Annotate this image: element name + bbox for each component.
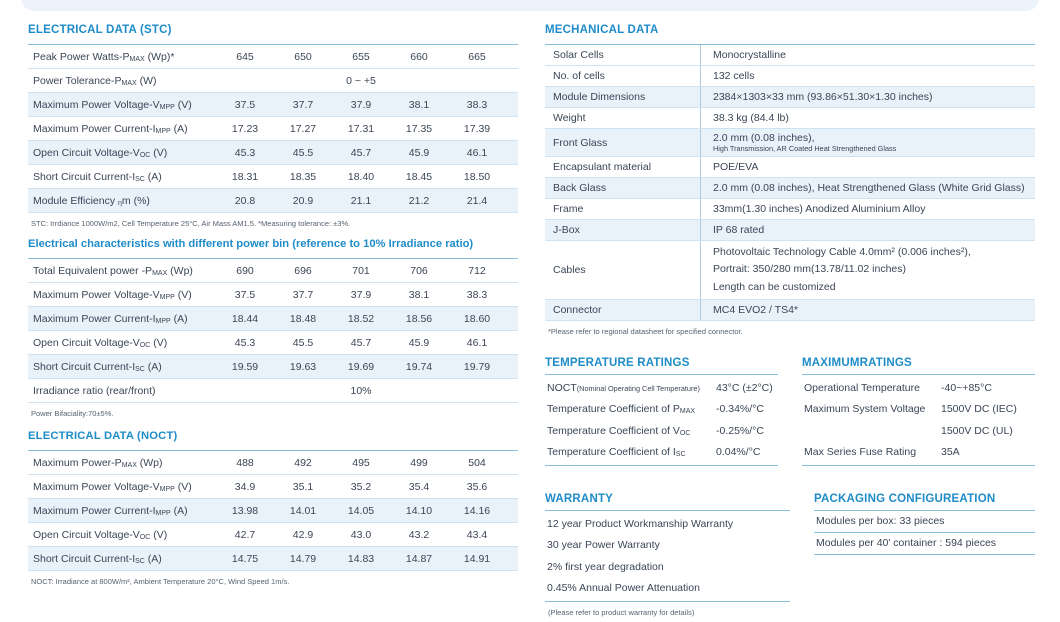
row-value: 17.39 [463, 122, 491, 135]
row-value: 14.16 [463, 504, 491, 517]
row-value: 499 [410, 456, 428, 469]
row-value: 19.74 [405, 360, 433, 373]
bottom-row [545, 493, 1035, 617]
rating-value: 1500V DC (IEC) [941, 403, 1017, 416]
row-value: 34.9 [234, 480, 256, 493]
rating-row [802, 441, 1035, 463]
row-value: 665 [468, 50, 486, 63]
row-value: 18.40 [347, 170, 375, 183]
table-row [545, 87, 1035, 108]
row-label: Open Circuit Voltage-$V_{OC}$ (V) [33, 528, 168, 541]
row-value: 14.91 [463, 552, 491, 565]
row-label: Maximum Power Current-$I_{MPP}$ (A) [33, 312, 188, 325]
row-label: Maximum Power Voltage-$V_{MPP}$ (V) [33, 480, 192, 493]
row-value: 45.5 [292, 336, 314, 349]
row-value: 495 [352, 456, 370, 469]
bifaciality-footnote: Power Bifaciality:70±5%. [31, 409, 114, 418]
row-value: 38.3 kg (84.4 lb) [700, 108, 1035, 128]
row-label: Irradiance ratio (rear/front) [33, 384, 156, 397]
row-value: Monocrystalline [700, 45, 1035, 65]
table-row [28, 141, 518, 165]
row-label: Front Glass [553, 136, 608, 149]
rating-value: 43°C (±2°C) [716, 381, 773, 394]
row-value: 17.35 [405, 122, 433, 135]
row-value: 14.10 [405, 504, 433, 517]
top-banner [21, 0, 1039, 11]
row-label: Total Equivalent power $-P_{MAX}$ (Wp) [33, 264, 193, 277]
row-value: 38.3 [466, 288, 488, 301]
rating-row [802, 377, 1035, 399]
row-value: 17.23 [231, 122, 259, 135]
row-value: IP 68 rated [700, 220, 1035, 240]
row-value: 37.5 [234, 98, 256, 111]
row-value: 42.9 [292, 528, 314, 541]
row-value: 35.2 [350, 480, 372, 493]
row-value: 18.31 [231, 170, 259, 183]
rating-value: 0.04%/°C [716, 446, 761, 459]
row-value: 37.9 [350, 98, 372, 111]
table-row [545, 178, 1035, 199]
row-value: 35.1 [292, 480, 314, 493]
row-value: 492 [294, 456, 312, 469]
row-label: No. of cells [553, 70, 605, 82]
table-row [28, 451, 518, 475]
row-value: 21.1 [350, 194, 372, 207]
rating-label: Temperature Coefficient of $V_{OC}$ [547, 424, 691, 437]
table-row [28, 523, 518, 547]
row-value: 13.98 [231, 504, 259, 517]
row-value: 33mm(1.30 inches) Anodized Aluminium Alloy [700, 199, 1035, 219]
row-value: 18.60 [463, 312, 491, 325]
row-label: Peak Power Watts-$P_{MAX}$ (Wp)* [33, 50, 175, 63]
temperature-ratings-table [545, 374, 778, 466]
row-value: 43.0 [350, 528, 372, 541]
row-label: J-Box [553, 224, 580, 236]
datasheet-page [28, 24, 1035, 617]
row-value: POE/EVA [700, 157, 1035, 177]
row-value: 18.56 [405, 312, 433, 325]
table-row [28, 165, 518, 189]
row-value: 45.9 [408, 336, 430, 349]
packaging-item: Modules per box: 33 pieces [814, 511, 1035, 533]
row-value: 132 cells [700, 66, 1035, 86]
row-value: 43.4 [466, 528, 488, 541]
row-value: 18.35 [289, 170, 317, 183]
value-line: Length can be customized [713, 280, 836, 293]
table-row [28, 355, 518, 379]
table-row [545, 45, 1035, 66]
section-title-electrical-stc: ELECTRICAL DATA (STC) [28, 24, 172, 36]
row-value: 20.8 [234, 194, 256, 207]
row-label: Encapsulant material [553, 161, 652, 173]
row-label: Solar Cells [553, 49, 604, 61]
row-label: Open Circuit Voltage-$V_{OC}$ (V) [33, 146, 168, 159]
table-row [28, 331, 518, 355]
table-row [545, 129, 1035, 157]
row-value: 14.79 [289, 552, 317, 565]
rating-value: 35A [941, 446, 960, 459]
row-center-value: 0 ~ +5 [346, 74, 376, 87]
section-title-temperature: TEMPERATURE RATINGS [545, 356, 690, 369]
table-row [545, 220, 1035, 241]
section-title-warranty: WARRANTY [545, 492, 614, 505]
row-value: 706 [410, 264, 428, 277]
row-label: Weight [553, 112, 586, 124]
row-value: 14.01 [289, 504, 317, 517]
row-value: 45.7 [350, 146, 372, 159]
ratings-row [545, 357, 1035, 466]
row-label: Short Circuit Current-$I_{SC}$ (A) [33, 170, 162, 183]
row-value: 19.63 [289, 360, 317, 373]
connector-footnote: *Please refer to regional datasheet for specified connector. [548, 326, 743, 336]
row-value: 2.0 mm (0.08 inches), Heat Strengthened Glass (White Grid Glass) [700, 178, 1035, 198]
row-value: 18.44 [231, 312, 259, 325]
row-value: 488 [236, 456, 254, 469]
row-value: 19.79 [463, 360, 491, 373]
table-row [28, 547, 518, 571]
packaging-section [814, 493, 1035, 617]
row-value: 696 [294, 264, 312, 277]
row-value: 37.9 [350, 288, 372, 301]
table-row [28, 117, 518, 141]
warranty-item: 30 year Power Warranty [547, 539, 660, 552]
table-row [28, 259, 518, 283]
packaging-item: Modules per 40' container : 594 pieces [814, 533, 1035, 555]
row-value: 2384×1303×33 mm (93.86×51.30×1.30 inches) [700, 87, 1035, 107]
row-label: Back Glass [553, 182, 607, 194]
mechanical-data-table [545, 44, 1035, 321]
row-label: Maximum Power Current-$I_{MPP}$ (A) [33, 122, 188, 135]
row-value: 45.3 [234, 146, 256, 159]
table-row [545, 108, 1035, 129]
rating-label: Maximum System Voltage [804, 403, 926, 416]
row-value: 712 [468, 264, 486, 277]
table-row [28, 475, 518, 499]
table-row [545, 199, 1035, 220]
rating-row [802, 420, 1035, 442]
warranty-footnote: (Please refer to product warranty for details) [548, 607, 695, 617]
row-value: 14.83 [347, 552, 375, 565]
rating-value: -0.34%/°C [716, 403, 764, 416]
row-label: Maximum Power Voltage-$V_{MPP}$ (V) [33, 98, 192, 111]
row-label: Maximum Power Voltage-$V_{MPP}$ (V) [33, 288, 192, 301]
rating-row [545, 377, 778, 399]
row-value: 45.7 [350, 336, 372, 349]
row-value: 45.9 [408, 146, 430, 159]
row-label: Short Circuit Current-$I_{SC}$ (A) [33, 360, 162, 373]
rating-value: -0.25%/°C [716, 424, 764, 437]
electrical-stc-table [28, 44, 518, 213]
value-line: Portrait: 350/280 mm(13.78/11.02 inches) [713, 263, 906, 276]
row-value: 21.4 [466, 194, 488, 207]
rating-label: Operational Temperature [804, 381, 920, 394]
table-row [28, 499, 518, 523]
table-row [545, 157, 1035, 178]
row-value: 645 [236, 50, 254, 63]
row-value: 21.2 [408, 194, 430, 207]
row-value: 42.7 [234, 528, 256, 541]
row-value: 37.5 [234, 288, 256, 301]
row-value: 18.48 [289, 312, 317, 325]
row-value: 18.52 [347, 312, 375, 325]
section-title-mechanical: MECHANICAL DATA [545, 24, 659, 36]
temperature-ratings-section [545, 357, 778, 466]
stc-footnote: STC: Irrdiance 1000W/m2, Cell Temperature 25°C, Air Mass AM1.5. *Measuring tolerance: ±3%. [31, 219, 351, 228]
table-row [28, 283, 518, 307]
warranty-item: 0.45% Annual Power Attenuation [547, 582, 700, 595]
row-label: Frame [553, 203, 584, 215]
rating-row [802, 398, 1035, 420]
packaging-list [814, 510, 1035, 555]
row-value: 14.87 [405, 552, 433, 565]
row-value: 46.1 [466, 146, 488, 159]
rating-label: Temperature Coefficient of $P_{MAX}$ [547, 403, 696, 416]
section-title-power-bin: Electrical characteristics with different power bin (reference to 10% Irradiance ratio) [28, 238, 474, 250]
row-value: 18.45 [405, 170, 433, 183]
row-center-value: 10% [350, 384, 372, 397]
rating-label: Temperature Coefficient of $I_{SC}$ [547, 446, 686, 459]
row-value: 690 [236, 264, 254, 277]
right-column [545, 24, 1035, 617]
row-label: Cables [553, 263, 586, 276]
row-value: MC4 EVO2 / TS4* [700, 300, 1035, 320]
warranty-list [545, 510, 790, 602]
row-value: 19.69 [347, 360, 375, 373]
table-row [545, 66, 1035, 87]
row-value: 14.05 [347, 504, 375, 517]
rating-row [545, 420, 778, 442]
rating-label: Max Series Fuse Rating [804, 446, 917, 459]
row-label: Short Circuit Current-$I_{SC}$ (A) [33, 552, 162, 565]
value-line: Photovoltaic Technology Cable 4.0mm² (0.006 inches²), [713, 246, 971, 258]
table-row [28, 307, 518, 331]
row-value: 655 [352, 50, 370, 63]
row-value: 17.27 [289, 122, 317, 135]
row-label: Open Circuit Voltage-$V_{OC}$ (V) [33, 336, 168, 349]
row-value: 14.75 [231, 552, 259, 565]
table-row [28, 189, 518, 213]
table-row [28, 379, 518, 403]
row-label: Module Efficiency $_\eta$m (%) [33, 194, 150, 207]
row-value: 17.31 [347, 122, 375, 135]
row-label: Connector [553, 303, 602, 316]
rating-value: 1500V DC (UL) [941, 424, 1013, 437]
row-value: 46.1 [466, 336, 488, 349]
noct-footnote: NOCT: Irradiance at 800W/m², Ambient Temperature 20°C, Wind Speed 1m/s. [31, 577, 290, 586]
power-bin-table [28, 258, 518, 403]
row-value: 504 [468, 456, 486, 469]
row-value: 45.3 [234, 336, 256, 349]
row-value: 701 [352, 264, 370, 277]
warranty-section [545, 493, 790, 617]
row-value: 43.2 [408, 528, 430, 541]
table-row [545, 300, 1035, 321]
row-value: 35.4 [408, 480, 430, 493]
rating-label: NOCT(Nominal Operating Cell Temperature) [547, 381, 700, 394]
row-value: 2.0 mm (0.08 inches), High Transmission, AR Coated Heat Strengthened Glass [700, 129, 1035, 156]
row-value: 37.7 [292, 98, 314, 111]
table-row [28, 93, 518, 117]
row-value: 19.59 [231, 360, 259, 373]
warranty-item: 12 year Product Workmanship Warranty [547, 517, 734, 530]
rating-row [545, 398, 778, 420]
section-title-packaging: PACKAGING CONFIGUREATION [814, 492, 996, 505]
row-value: 38.1 [408, 98, 430, 111]
row-value: 45.5 [292, 146, 314, 159]
row-value: 37.7 [292, 288, 314, 301]
warranty-item: 2% first year degradation [547, 560, 664, 573]
maximum-ratings-section [802, 357, 1035, 466]
row-value: 35.6 [466, 480, 488, 493]
table-row [28, 69, 518, 93]
row-value: 38.3 [466, 98, 488, 111]
row-value: 18.50 [463, 170, 491, 183]
row-value: 660 [410, 50, 428, 63]
row-value [700, 241, 1035, 299]
left-column [28, 24, 518, 617]
row-label: Module Dimensions [553, 91, 646, 103]
table-row [28, 45, 518, 69]
row-value: 38.1 [408, 288, 430, 301]
rating-value: -40~+85°C [941, 381, 992, 394]
row-label: Power Tolerance-$P_{MAX}$ (W) [33, 74, 157, 87]
table-row [545, 241, 1035, 300]
row-label: Maximum Power-$P_{MAX}$ (Wp) [33, 456, 163, 469]
maximum-ratings-table [802, 374, 1035, 466]
row-label: Maximum Power Current-$I_{MPP}$ (A) [33, 504, 188, 517]
row-value: 650 [294, 50, 312, 63]
section-title-maximum: MAXIMUMRATINGS [802, 356, 912, 369]
electrical-noct-table [28, 450, 518, 571]
section-title-electrical-noct: ELECTRICAL DATA (NOCT) [28, 430, 178, 442]
rating-row [545, 441, 778, 463]
row-value: 20.9 [292, 194, 314, 207]
